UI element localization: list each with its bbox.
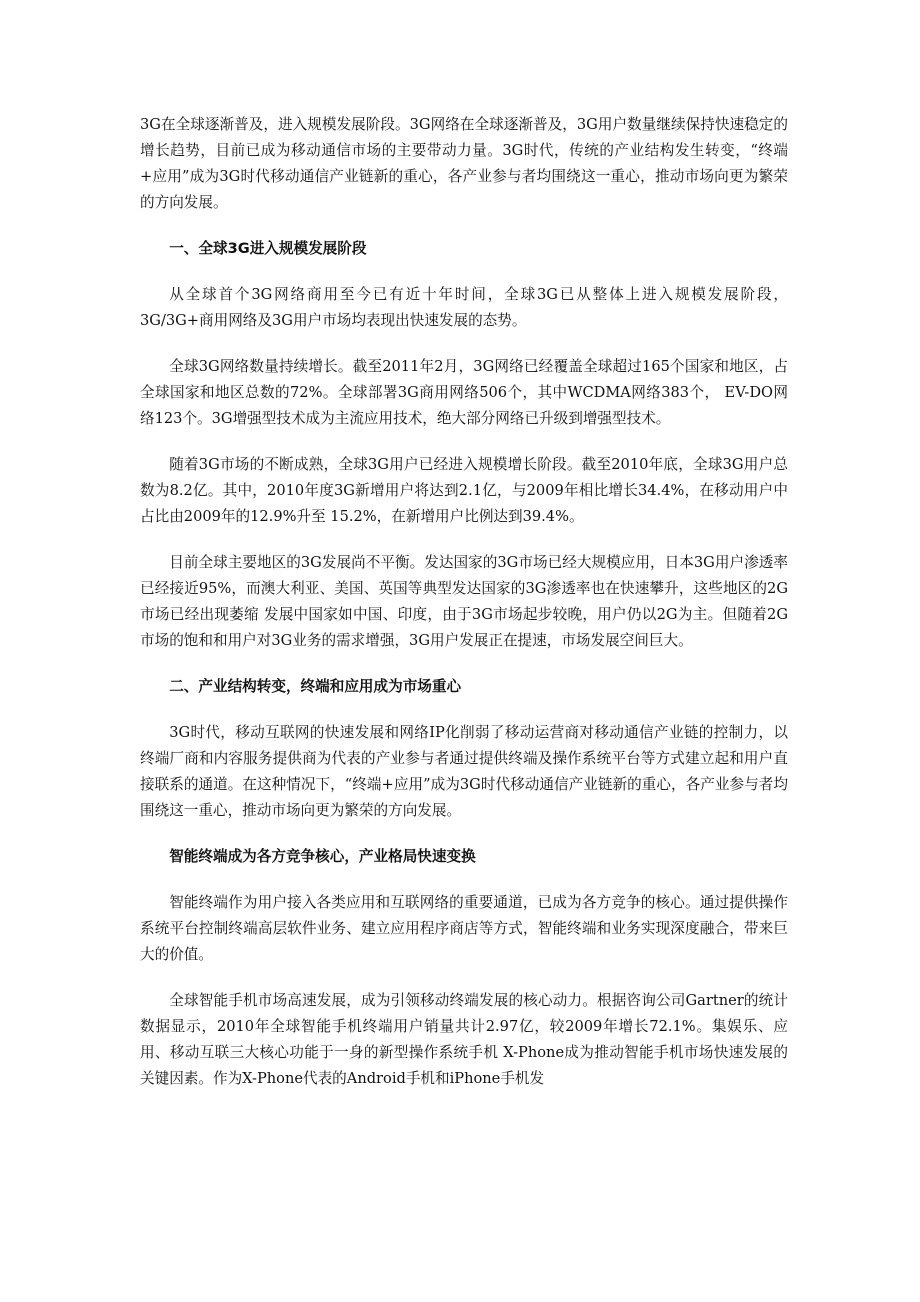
section-heading-1: 一、全球3G进入规模发展阶段 bbox=[169, 240, 367, 257]
body-paragraph: 目前全球主要地区的3G发展尚不平衡。发达国家的3G市场已经大规模应用，日本3G用户渗透率已经接近95%，而澳大利亚、美国、英国等典型发达国家的3G渗透率也在快速攀升，这些地区的2G市场已经出现萎缩 发展中国家如中国、印度，由于3G市场起步较晚，用户仍以2G为主。但随着2G市场的饱和和用户对3G业务的需求增强，3G用户发展正在提速，市场发展空间巨大。 bbox=[140, 554, 788, 649]
intro-paragraph: 3G在全球逐渐普及，进入规模发展阶段。3G网络在全球逐渐普及，3G用户数量继续保持快速稳定的增长趋势，目前已成为移动通信市场的主要带动力量。3G时代，传统的产业结构发生转变，“终端+应用”成为3G时代移动通信产业链新的重心，各产业参与者均围绕这一重心，推动市场向更为繁荣的方向发展。 bbox=[140, 116, 788, 211]
body-paragraph: 全球智能手机市场高速发展，成为引领移动终端发展的核心动力。根据咨询公司Gartner的统计数据显示，2010年全球智能手机终端用户销量共计2.97亿，较2009年增长72.1%。集娱乐、应用、移动互联三大核心功能于一身的新型操作系统手机 X-Phone成为推动智能手机市场快速发展的关键因素。作为X-Phone代表的Android手机和iPhone手机发 bbox=[140, 992, 788, 1087]
body-paragraph: 随着3G市场的不断成熟，全球3G用户已经进入规模增长阶段。截至2010年底，全球3G用户总数为8.2亿。其中，2010年度3G新增用户将达到2.1亿，与2009年相比增长34.4%，在移动用户中占比由2009年的12.9%升至 15.2%，在新增用户比例达到39.4%。 bbox=[140, 456, 788, 525]
body-paragraph: 智能终端作为用户接入各类应用和互联网络的重要通道，已成为各方竞争的核心。通过提供操作系统平台控制终端高层软件业务、建立应用程序商店等方式，智能终端和业务实现深度融合，带来巨大的价值。 bbox=[140, 894, 788, 963]
body-paragraph: 从全球首个3G网络商用至今已有近十年时间，全球3G已从整体上进入规模发展阶段，3G/3G+商用网络及3G用户市场均表现出快速发展的态势。 bbox=[140, 286, 788, 329]
subsection-heading: 智能终端成为各方竞争核心，产业格局快速变换 bbox=[169, 848, 476, 865]
body-paragraph: 全球3G网络数量持续增长。截至2011年2月，3G网络已经覆盖全球超过165个国家和地区，占全球国家和地区总数的72%。全球部署3G商用网络506个，其中WCDMA网络383个， EV-DO网络123个。3G增强型技术成为主流应用技术，绝大部分网络已升级到增强型技术。 bbox=[140, 358, 788, 427]
section-heading-2: 二、产业结构转变，终端和应用成为市场重心 bbox=[169, 678, 462, 695]
document-page bbox=[140, 112, 788, 1112]
body-paragraph: 3G时代，移动互联网的快速发展和网络IP化削弱了移动运营商对移动通信产业链的控制力，以终端厂商和内容服务提供商为代表的产业参与者通过提供终端及操作系统平台等方式建立起和用户直接联系的通道。在这种情况下，“终端+应用”成为3G时代移动通信产业链新的重心，各产业参与者均围绕这一重心，推动市场向更为繁荣的方向发展。 bbox=[140, 724, 788, 819]
